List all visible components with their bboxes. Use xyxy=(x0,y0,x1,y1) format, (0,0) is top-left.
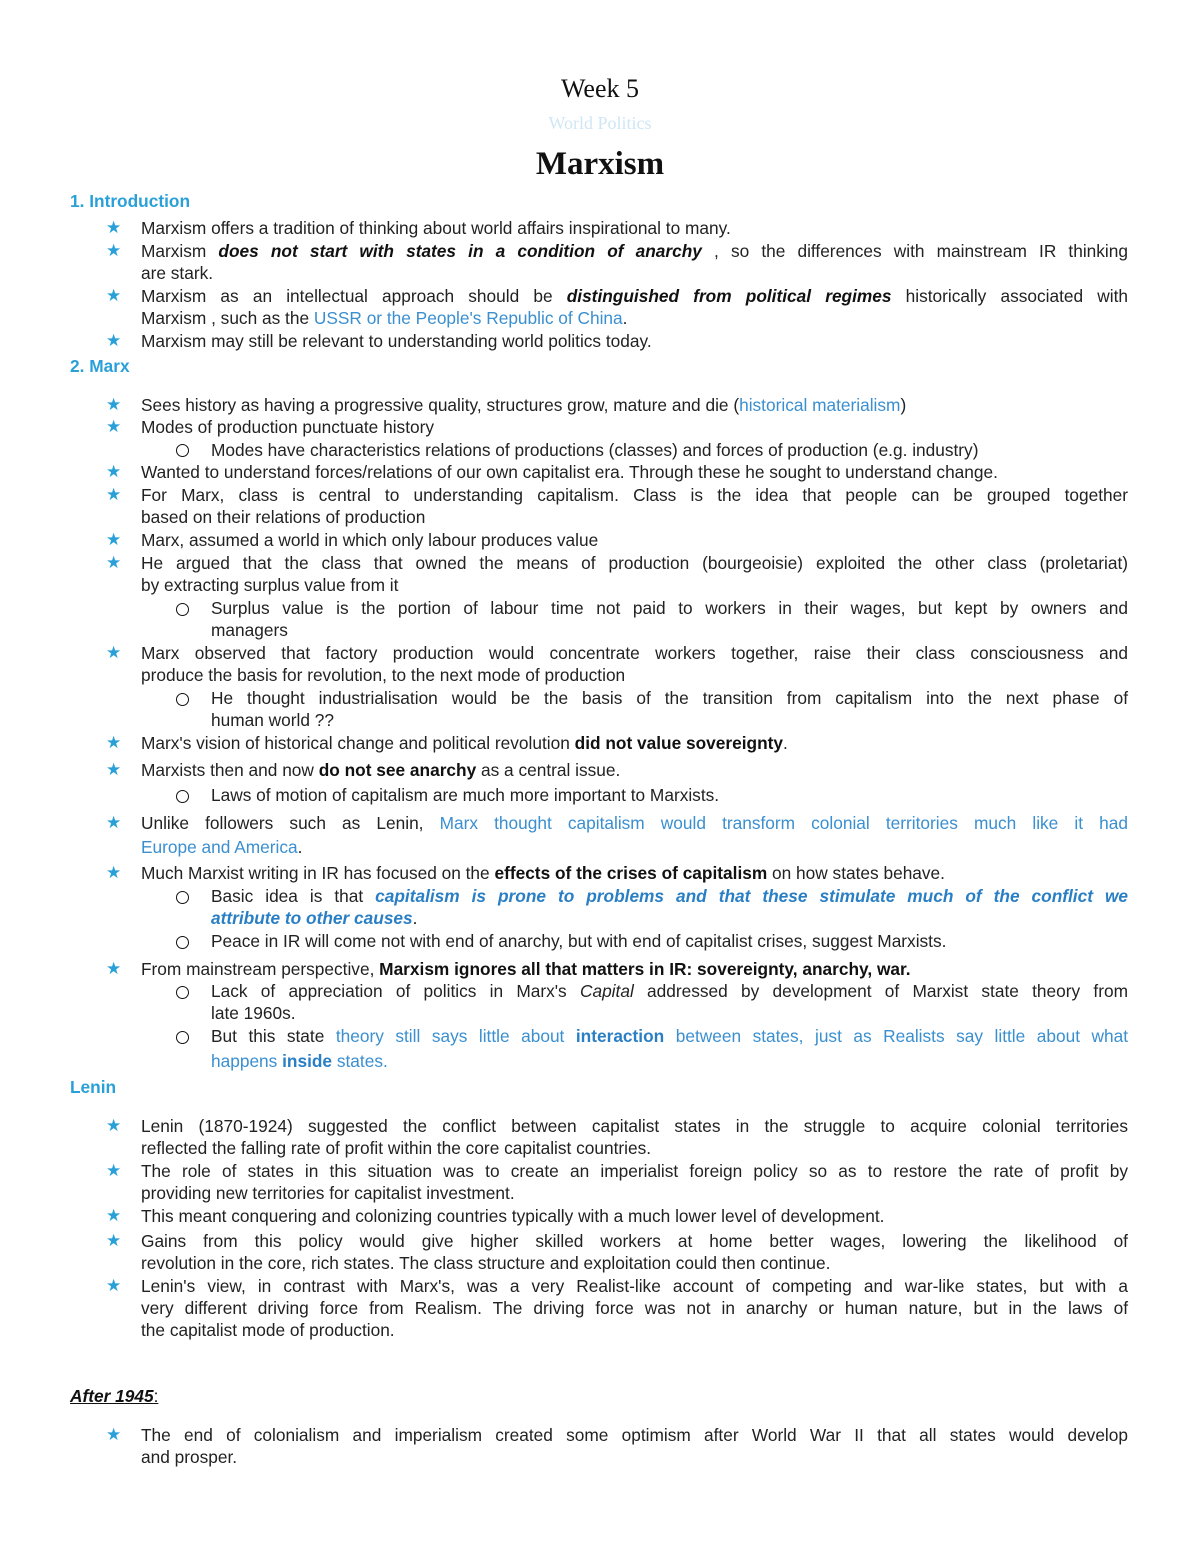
lenin-bullet-3: This meant conquering and colonizing countries typically with a much lower level of development. xyxy=(141,1206,885,1226)
circle-bullet-icon xyxy=(176,986,189,999)
marx-bullet-7-line-2: produce the basis for revolution, to the next mode of production xyxy=(141,665,626,685)
marx-bullet-7-line-1: Marx observed that factory production would concentrate workers together, raise their class consciousness and xyxy=(141,643,1128,663)
marx-sub-bullet-7-1-line-2: human world ?? xyxy=(211,710,334,730)
section-heading-lenin: Lenin xyxy=(70,1077,117,1097)
circle-bullet-icon xyxy=(176,444,189,457)
marx-bullet-3: Wanted to understand forces/relations of our own capitalist era. Through these he sought to understand change. xyxy=(141,462,998,482)
marx-sub-bullet-12-1-line-2: late 1960s. xyxy=(211,1003,296,1023)
intro-bullet-4: Marxism may still be relevant to understanding world politics today. xyxy=(141,331,652,351)
marx-sub-bullet-11-1-line-1: Basic idea is that capitalism is prone to problems and that these stimulate much of the conflict we xyxy=(211,886,1128,906)
star-bullet-icon: ★ xyxy=(106,241,122,260)
page-title: Marxism xyxy=(535,146,665,182)
circle-bullet-icon xyxy=(176,790,189,803)
star-bullet-icon: ★ xyxy=(106,760,122,779)
lenin-bullet-2-line-1: The role of states in this situation was to create an imperialist foreign policy so as to restore the rate of profit by xyxy=(141,1161,1128,1181)
intro-bullet-1: Marxism offers a tradition of thinking about world affairs inspirational to many. xyxy=(141,218,731,238)
star-bullet-icon: ★ xyxy=(106,1425,122,1444)
star-bullet-icon: ★ xyxy=(106,462,122,481)
section-heading-after-1945: After 1945: xyxy=(70,1386,159,1406)
marx-sub-bullet-12-2-line-2: happens inside states. xyxy=(211,1051,388,1071)
star-bullet-icon: ★ xyxy=(106,1276,122,1295)
marx-sub-bullet-6-1-line-1: Surplus value is the portion of labour time not paid to workers in their wages, but kept by owners and xyxy=(211,598,1128,618)
star-bullet-icon: ★ xyxy=(106,1161,122,1180)
marx-bullet-11: Much Marxist writing in IR has focused on the effects of the crises of capitalism on how states behave. xyxy=(141,863,945,883)
star-bullet-icon: ★ xyxy=(106,863,122,882)
lenin-bullet-5-line-1: Lenin's view, in contrast with Marx's, was a very Realist-like account of competing and war-like states, but with a xyxy=(141,1276,1128,1296)
star-bullet-icon: ★ xyxy=(106,553,122,572)
circle-bullet-icon xyxy=(176,693,189,706)
marx-bullet-9: Marxists then and now do not see anarchy as a central issue. xyxy=(141,760,621,780)
marx-sub-bullet-7-1-line-1: He thought industrialisation would be the basis of the transition from capitalism into the next phase of xyxy=(211,688,1128,708)
star-bullet-icon: ★ xyxy=(106,1116,122,1135)
marx-sub-bullet-12-2-line-1: But this state theory still says little about interaction between states, just as Realists say little about what xyxy=(211,1026,1129,1046)
star-bullet-icon: ★ xyxy=(106,733,122,752)
lenin-bullet-5-line-2: very different driving force from Realism. The driving force was not in anarchy or human nature, but in the laws of xyxy=(141,1298,1128,1318)
star-bullet-icon: ★ xyxy=(106,286,122,305)
after-bullet-1-line-2: and prosper. xyxy=(141,1447,238,1467)
lenin-bullet-5-line-3: the capitalist mode of production. xyxy=(141,1320,395,1340)
lenin-bullet-2-line-2: providing new territories for capitalist investment. xyxy=(141,1183,515,1203)
lenin-bullet-1-line-1: Lenin (1870-1924) suggested the conflict between capitalist states in the struggle to acquire colonial territories xyxy=(141,1116,1128,1136)
lenin-bullet-1-line-2: reflected the falling rate of profit within the core capitalist countries. xyxy=(141,1138,652,1158)
star-bullet-icon: ★ xyxy=(106,395,122,414)
marx-sub-bullet-9-1: Laws of motion of capitalism are much more important to Marxists. xyxy=(211,785,720,805)
star-bullet-icon: ★ xyxy=(106,1231,122,1250)
star-bullet-icon: ★ xyxy=(106,530,122,549)
marx-bullet-4-line-1: For Marx, class is central to understanding capitalism. Class is the idea that people can be grouped together xyxy=(141,485,1128,505)
marx-bullet-6-line-1: He argued that the class that owned the means of production (bourgeoisie) exploited the other class (proletariat) xyxy=(141,553,1128,573)
star-bullet-icon: ★ xyxy=(106,813,122,832)
star-bullet-icon: ★ xyxy=(106,485,122,504)
marx-bullet-10-line-2: Europe and America. xyxy=(141,837,303,857)
star-bullet-icon: ★ xyxy=(106,959,122,978)
intro-bullet-3-line-2: Marxism , such as the USSR or the People's Republic of China. xyxy=(141,308,628,328)
star-bullet-icon: ★ xyxy=(106,1206,122,1225)
marx-bullet-2: Modes of production punctuate history xyxy=(141,417,434,437)
star-bullet-icon: ★ xyxy=(106,643,122,662)
star-bullet-icon: ★ xyxy=(106,331,122,350)
lenin-bullet-4-line-1: Gains from this policy would give higher skilled workers at home better wages, lowering the likelihood of xyxy=(141,1231,1128,1251)
marx-sub-bullet-11-1-line-2: attribute to other causes. xyxy=(211,908,418,928)
marx-bullet-1: Sees history as having a progressive quality, structures grow, mature and die (historical materialism) xyxy=(141,395,907,415)
intro-bullet-2-line-1: Marxism does not start with states in a condition of anarchy , so the differences with mainstream IR thinking xyxy=(141,241,1128,261)
section-heading-marx: 2. Marx xyxy=(70,356,130,376)
intro-bullet-2-line-2: are stark. xyxy=(141,263,214,283)
course-subtitle: World Politics xyxy=(548,113,652,133)
after-bullet-1-line-1: The end of colonialism and imperialism created some optimism after World War II that all states would develop xyxy=(141,1425,1128,1445)
marx-sub-bullet-2-1: Modes have characteristics relations of productions (classes) and forces of production (e.g. industry) xyxy=(211,440,979,460)
marx-bullet-10-line-1: Unlike followers such as Lenin, Marx thought capitalism would transform colonial territories much like it had xyxy=(141,813,1128,833)
marx-bullet-12: From mainstream perspective, Marxism ignores all that matters in IR: sovereignty, anarchy, war. xyxy=(141,959,911,979)
marx-bullet-8: Marx's vision of historical change and political revolution did not value sovereignty. xyxy=(141,733,788,753)
week-heading: Week 5 xyxy=(560,74,640,103)
circle-bullet-icon xyxy=(176,1031,189,1044)
circle-bullet-icon xyxy=(176,603,189,616)
star-bullet-icon: ★ xyxy=(106,218,122,237)
circle-bullet-icon xyxy=(176,891,189,904)
marx-bullet-6-line-2: by extracting surplus value from it xyxy=(141,575,399,595)
marx-sub-bullet-6-1-line-2: managers xyxy=(211,620,288,640)
section-heading-introduction: 1. Introduction xyxy=(70,191,190,211)
lenin-bullet-4-line-2: revolution in the core, rich states. The class structure and exploitation could then continue. xyxy=(141,1253,831,1273)
circle-bullet-icon xyxy=(176,936,189,949)
marx-sub-bullet-11-2: Peace in IR will come not with end of anarchy, but with end of capitalist crises, suggest Marxists. xyxy=(211,931,947,951)
intro-bullet-3-line-1: Marxism as an intellectual approach should be distinguished from political regimes historically associated with xyxy=(141,286,1128,306)
star-bullet-icon: ★ xyxy=(106,417,122,436)
marx-bullet-5: Marx, assumed a world in which only labour produces value xyxy=(141,530,599,550)
marx-sub-bullet-12-1-line-1: Lack of appreciation of politics in Marx's Capital addressed by development of Marxist state theory from xyxy=(211,981,1128,1001)
marx-bullet-4-line-2: based on their relations of production xyxy=(141,507,426,527)
